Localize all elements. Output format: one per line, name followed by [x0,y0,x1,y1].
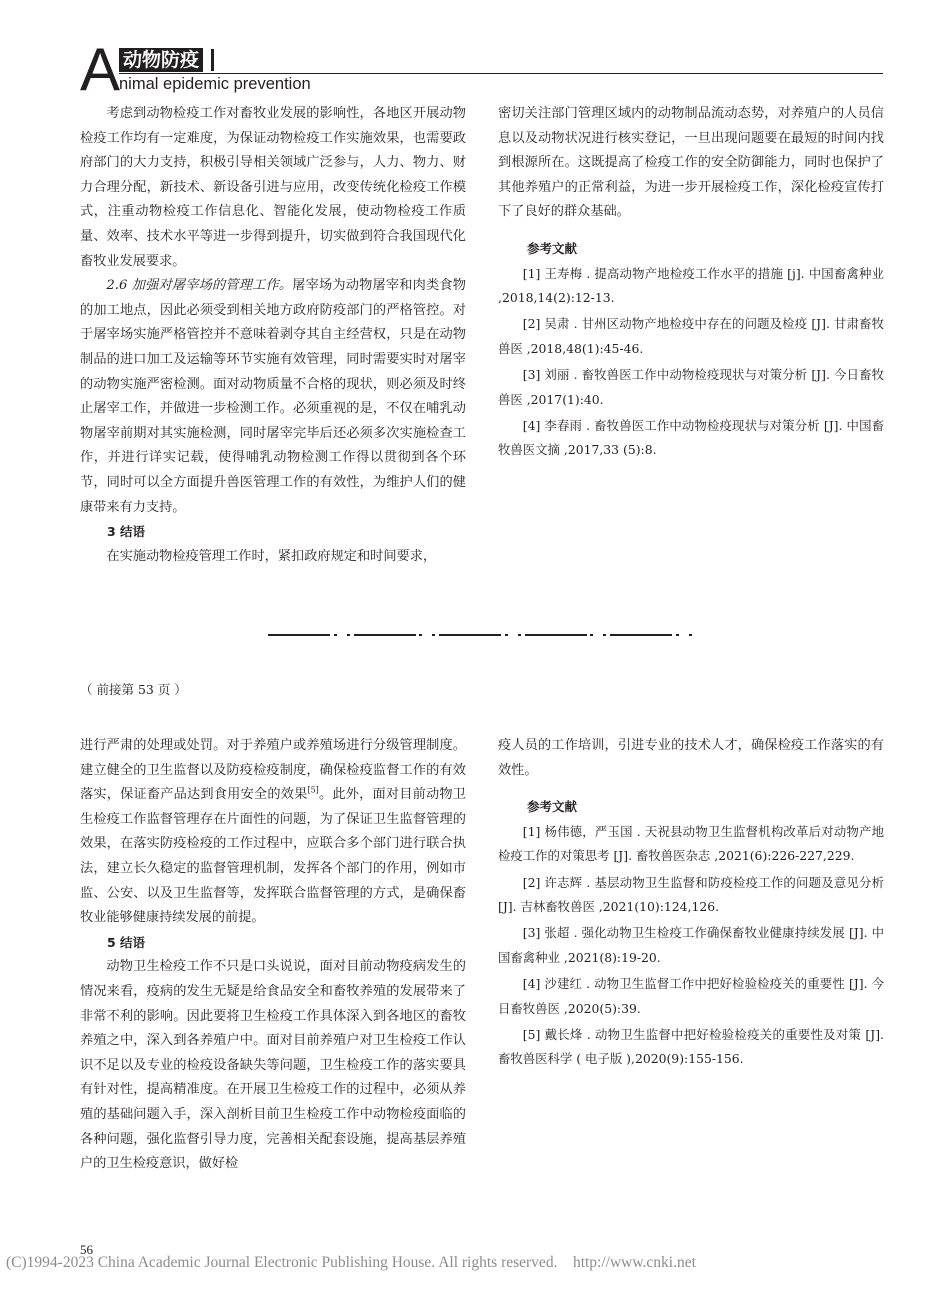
reference-item: [5] 戴长烽 . 动物卫生监督中把好检验检疫关的重要性及对策 [J]. 畜牧兽医科学 ( 电子版 ),2020(9):155-156. [498,1027,884,1067]
spacer [498,225,884,237]
paragraph [80,734,466,931]
references-heading: 参考文献 [527,240,578,256]
lower-right-column [498,734,884,1074]
journal-title-cn: 动物防疫 [119,48,203,72]
upper-right-column [498,102,884,465]
paragraph [80,274,466,520]
header-bar [211,49,214,71]
spacer [498,783,884,795]
journal-title-en: nimal epidemic prevention [119,75,311,93]
references-heading: 参考文献 [527,799,578,815]
paragraph: 密切关注部门管理区域内的动物制品流动态势，对养殖户的人员信息以及动物状况进行核实登记，一旦出现问题要在最短的时间内找到根源所在。这既提高了检疫工作的安全防御能力，同时也保护了其他养殖户的正常利益，为进一步开展检疫工作，深化检疫宣传打下了良好的群众基础。 [498,106,884,220]
reference-item: [3] 刘丽 . 畜牧兽医工作中动物检疫现状与对策分析 [J]. 今日畜牧兽医 ,2017(1):40. [498,367,884,407]
reference-item: [2] 许志辉 . 基层动物卫生监督和防疫检疫工作的问题及意见分析 [J]. 吉林畜牧兽医 ,2021(10):124,126. [498,874,884,914]
section-subheading: 2.6 加强对屠宰场的管理工作。 [106,278,293,294]
lower-left-column [80,734,466,1177]
reference-item: [1] 王寿梅 . 提高动物产地检疫工作水平的措施 [j]. 中国畜禽种业 ,2018,14(2):12-13. [498,265,884,305]
journal-logo-letter: A [80,36,119,103]
paragraph: 动物卫生检疫工作不只是口头说说，面对目前动物疫病发生的情况来看，疫病的发生无疑是给食品安全和畜牧养殖的发展带来了非常不利的影响。因此要将卫生检疫工作具体深入到各地区的畜牧养殖之中，深入到各养殖户中。面对目前养殖户对卫生检疫工作认识不足以及专业的检疫设备缺失等问题，卫生检疫工作的落实要具有针对性，提高精准度。在开展卫生检疫工作的过程中，必须从养殖的基础问题入手，深入剖析目前卫生检疫工作中动物检疫面临的各种问题，强化监督引导力度，完善相关配套设施，提高基层养殖户的卫生检疫意识，做好检 [80,959,466,1172]
reference-item: [2] 吴肃 . 甘州区动物产地检疫中存在的问题及检疫 [J]. 甘肃畜牧兽医 ,2018,48(1):45-46. [498,316,884,356]
page-number: 56 [80,1242,93,1257]
paragraph-text: 屠宰场为动物屠宰和肉类食物的加工地点，因此必须受到相关地方政府防疫部门的严格管控。对于屠宰场实施严格管控并不意味着剥夺其自主经营权，只是在动物制品的进口加工及运输等环节实施有效管理，同时需要实时对屠宰的动物实施严密检测。面对动物质量不合格的现状，则必须及时终止屠宰工作，并做进一步检测工作。必须重视的是，不仅在哺乳动物屠宰前期对其实施检测，同时屠宰完毕后还必须多次实施检查工作，并进行详实记载，使得哺乳动物检测工作得以贯彻到各个环节，同时可以全方面提升兽医管理工作的有效性，为维护人们的健康带来有力支持。 [80,278,466,515]
upper-left-column [80,102,466,569]
article-divider [268,632,692,638]
paragraph-text: 进行严肃的处理或处罚。对于养殖户或养殖场进行分级管理制度。建立健全的卫生监督以及防疫检疫制度，确保检疫监督工作的有效落实，保证畜产品达到食用安全的效果 [80,738,466,803]
paragraph: 疫人员的工作培训，引进专业的技术人才，确保检疫工作落实的有效性。 [498,738,884,778]
paragraph-text: 。此外，面对目前动物卫生检疫工作监督管理存在片面性的问题，为了保证卫生监督管理的效果，在落实防疫检疫的工作过程中，应联合多个部门进行联合执法，建立长久稳定的监督管理机制，发挥各个部门的作用，例如市监、公安、以及卫生监督等，发挥联合监督管理的方式，是确保畜牧业能够健康持续发展的前提。 [80,787,466,926]
reference-item: [4] 沙建红 . 动物卫生监督工作中把好检验检疫关的重要性 [J]. 今日畜牧兽医 ,2020(5):39. [498,976,884,1016]
section-heading: 5 结语 [107,934,146,950]
citation-marker: [5] [307,785,319,795]
continued-from-note: （ 前接第 53 页 ） [80,682,187,697]
paragraph: 考虑到动物检疫工作对畜牧业发展的影响性，各地区开展动物检疫工作均有一定难度，为保证动物检疫工作实施效果，也需要政府部门的大力支持，积极引导相关领域广泛参与，人力、物力、财力合理分配，新技术、新设备引进与应用，改变传统化检疫工作模式，注重动物检疫工作信息化、智能化发展，使动物检疫工作质量、效率、技术水平等进一步得到提升，切实做到符合我国现代化畜牧业发展要求。 [80,106,466,269]
reference-item: [4] 李春雨 . 畜牧兽医工作中动物检疫现状与对策分析 [J]. 中国畜牧兽医文摘 ,2017,33 (5):8. [498,418,884,458]
reference-item: [3] 张超 . 强化动物卫生检疫工作确保畜牧业健康持续发展 [J]. 中国畜禽种业 ,2021(8):19-20. [498,925,884,965]
copyright-watermark: (C)1994-2023 China Academic Journal Electronic Publishing House. All rights reserved. http://www.cnki.net [6,1254,696,1271]
section-heading: 3 结语 [107,524,146,540]
paragraph: 在实施动物检疫管理工作时，紧扣政府规定和时间要求， [106,548,437,564]
reference-item: [1] 杨伟德，严玉国 . 天祝县动物卫生监督机构改革后对动物产地检疫工作的对策思考 [J]. 畜牧兽医杂志 ,2021(6):226-227,229. [498,823,884,864]
